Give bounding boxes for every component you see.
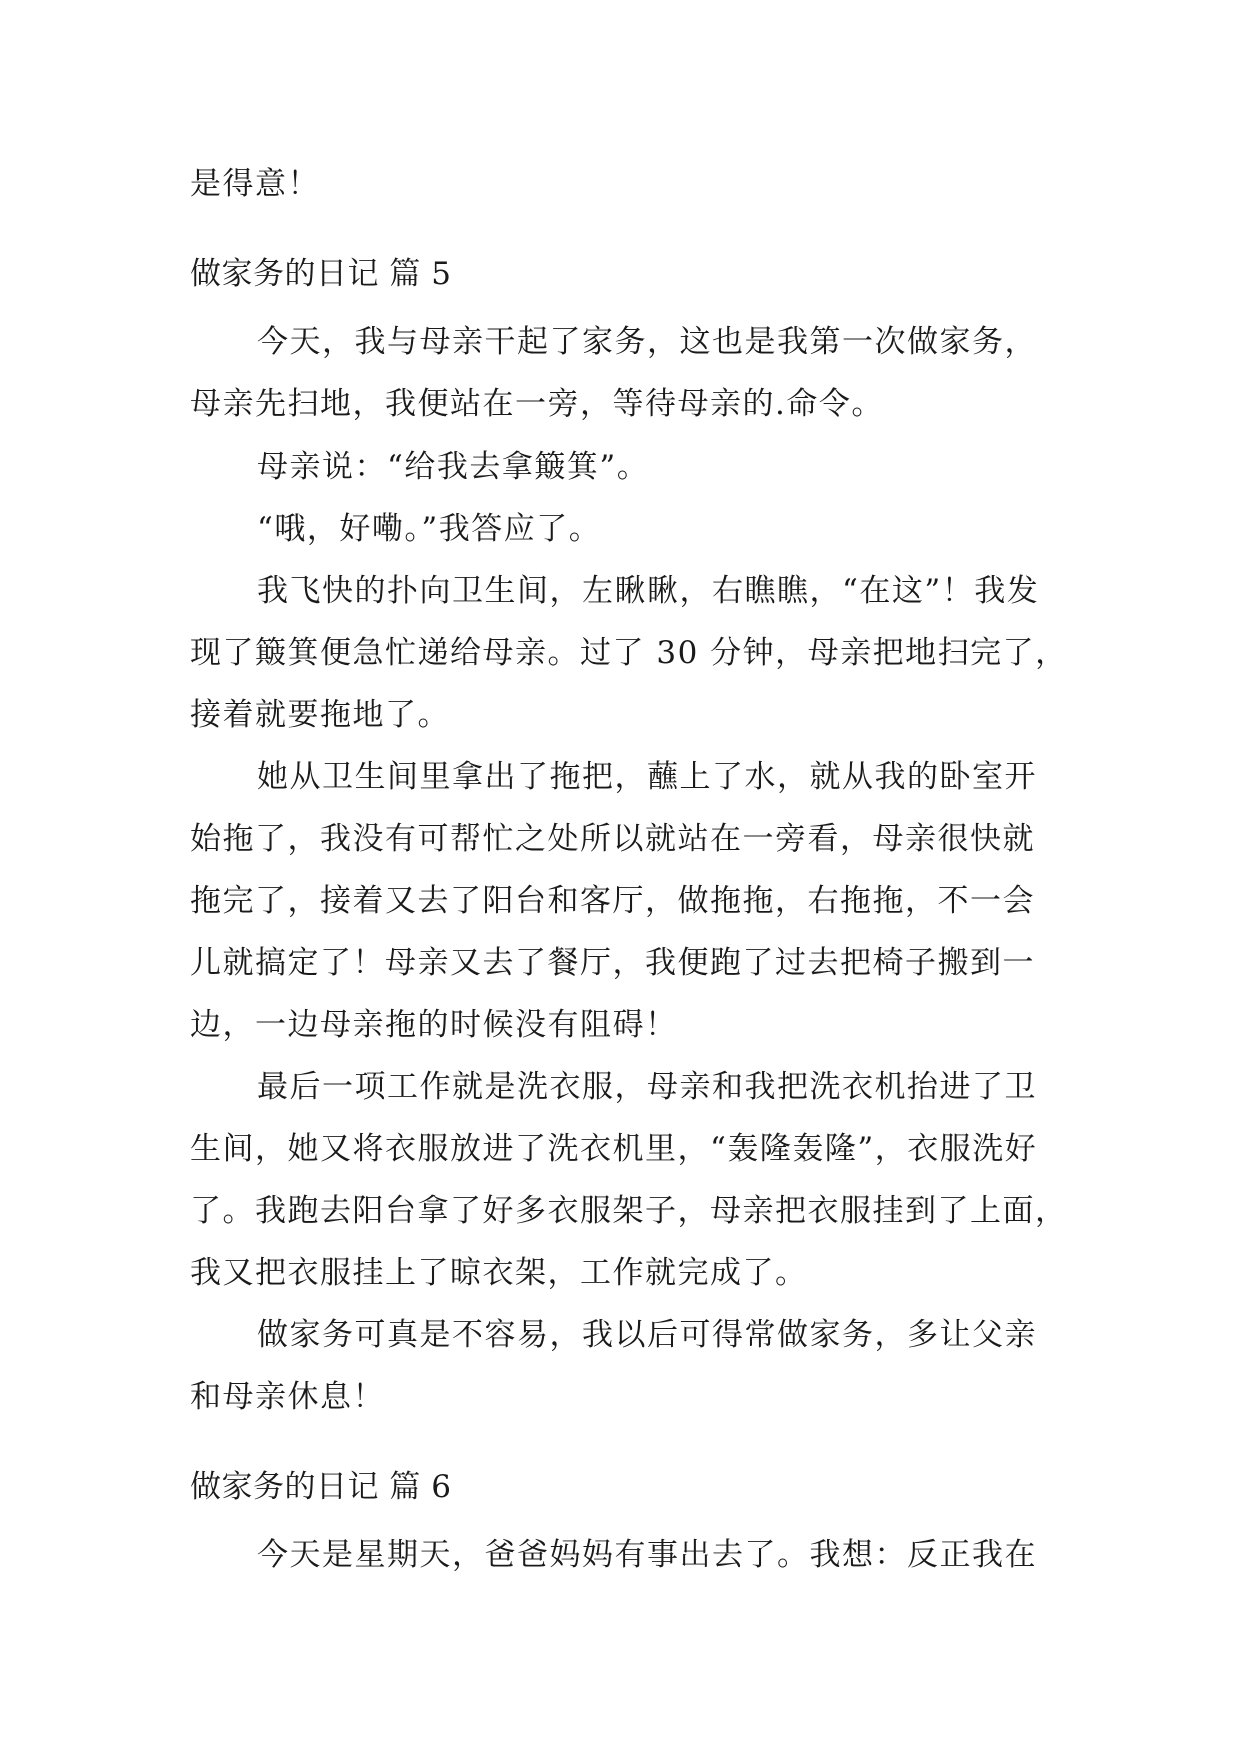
paragraph-line: 和母亲休息！ <box>190 1379 385 1415</box>
paragraph-line: 拖完了，接着又去了阳台和客厅，做拖拖，右拖拖，不一会 <box>190 883 1035 919</box>
paragraph-line: 现了簸箕便急忙递给母亲。过了 30 分钟，母亲把地扫完了， <box>190 635 1068 671</box>
section-heading-6: 做家务的日记 篇 6 <box>190 1469 452 1505</box>
paragraph-line: 母亲说：“给我去拿簸箕”。 <box>257 449 650 485</box>
paragraph-line: 儿就搞定了！母亲又去了餐厅，我便跑了过去把椅子搬到一 <box>190 945 1035 981</box>
paragraph-line: 始拖了，我没有可帮忙之处所以就站在一旁看，母亲很快就 <box>190 821 1035 857</box>
paragraph-line: 我飞快的扑向卫生间，左瞅瞅，右瞧瞧，“在这”！我发 <box>257 573 1040 609</box>
paragraph-line: 今天，我与母亲干起了家务，这也是我第一次做家务， <box>257 324 1037 360</box>
paragraph-line: 是得意！ <box>190 166 320 202</box>
paragraph-line: 今天是星期天，爸爸妈妈有事出去了。我想：反正我在 <box>257 1537 1037 1573</box>
paragraph-line: 边，一边母亲拖的时候没有阻碍！ <box>190 1007 678 1043</box>
paragraph-line: 接着就要拖地了。 <box>190 697 450 733</box>
paragraph-line: 做家务可真是不容易，我以后可得常做家务，多让父亲 <box>257 1317 1037 1353</box>
paragraph-line: 她从卫生间里拿出了拖把，蘸上了水，就从我的卧室开 <box>257 759 1037 795</box>
paragraph-line: 了。我跑去阳台拿了好多衣服架子，母亲把衣服挂到了上面， <box>190 1193 1068 1229</box>
section-heading-5: 做家务的日记 篇 5 <box>190 256 452 292</box>
paragraph-line: 母亲先扫地，我便站在一旁，等待母亲的.命令。 <box>190 386 884 422</box>
paragraph-line: “哦，好嘞。”我答应了。 <box>257 511 602 547</box>
paragraph-line: 最后一项工作就是洗衣服，母亲和我把洗衣机抬进了卫 <box>257 1069 1037 1105</box>
paragraph-line: 生间，她又将衣服放进了洗衣机里，“轰隆轰隆”，衣服洗好 <box>190 1131 1038 1167</box>
paragraph-line: 我又把衣服挂上了晾衣架，工作就完成了。 <box>190 1255 808 1291</box>
